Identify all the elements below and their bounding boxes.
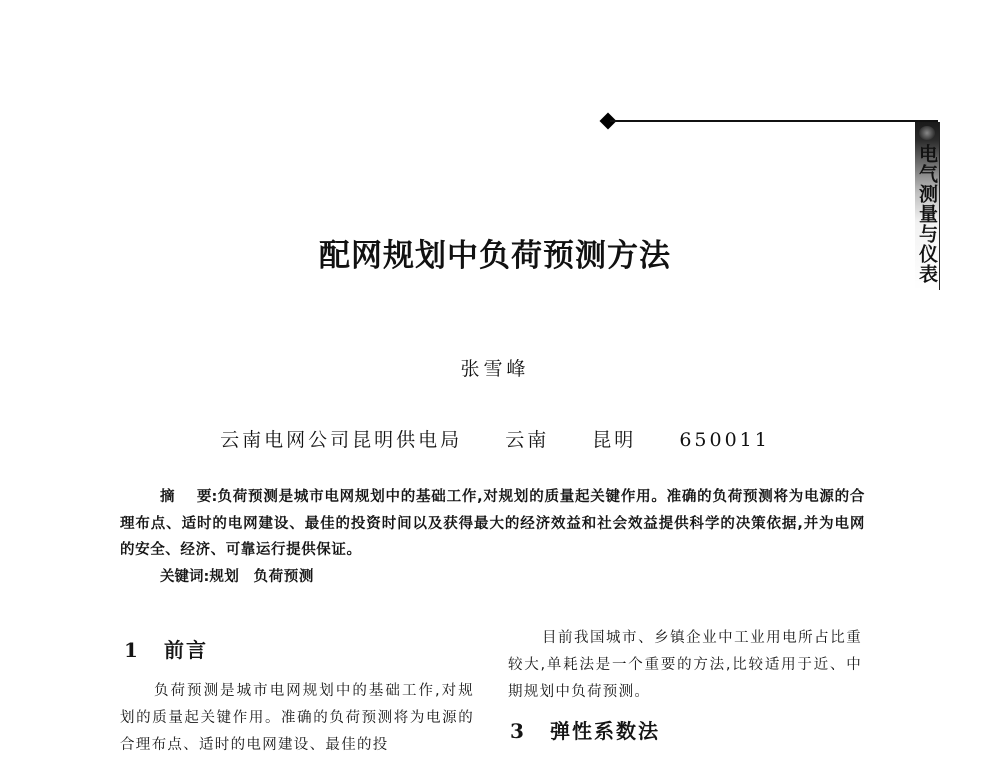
section-heading-introduction (124, 637, 474, 664)
author-affiliation (0, 425, 990, 452)
section-title: 前言 (164, 638, 208, 662)
affiliation-postcode: 650011 (679, 429, 770, 451)
keywords-label: 关键词: (160, 568, 210, 585)
abstract-block (120, 484, 865, 590)
author-name: 张雪峰 (460, 358, 530, 380)
left-column (120, 625, 474, 759)
keyword-item: 负荷预测 (253, 568, 314, 585)
affiliation-organization: 云南电网公司昆明供电局 (220, 429, 463, 451)
section-number: 3 (510, 719, 526, 743)
affiliation-city: 昆明 (592, 429, 637, 451)
right-column (508, 625, 862, 745)
paper-title: 配网规划中负荷预测方法 (319, 238, 671, 274)
abstract-paragraph (120, 484, 865, 564)
keywords-line (120, 564, 865, 591)
keyword-item: 规划 (209, 568, 240, 585)
section-number: 1 (124, 638, 140, 662)
body-paragraph: 目前我国城市、乡镇企业中工业用电所占比重较大,单耗法是一个重要的方法,比较适用于近、中期规划中负荷预测。 (508, 630, 862, 700)
body-paragraph: 负荷预测是城市电网规划中的基础工作,对规划的质量起关键作用。准确的负荷预测将为电源的合理布点、适时的电网建设、最佳的投 (120, 683, 474, 753)
abstract-text: 负荷预测是城市电网规划中的基础工作,对规划的质量起关键作用。准确的负荷预测将为电源的合理布点、适时的电网建设、最佳的投资时间以及获得最大的经济效益和社会效益提供科学的决策依据,并为电网的安全、经济、可靠运行提供保证。 (120, 489, 865, 558)
section-title: 弹性系数法 (550, 719, 660, 743)
abstract-label: 摘 要: (160, 489, 218, 505)
header-rule (610, 120, 938, 122)
journal-logo-icon (919, 126, 935, 140)
section-heading-elasticity (510, 718, 862, 745)
journal-name: 电气测量与仪表 (916, 144, 938, 284)
affiliation-province: 云南 (505, 429, 550, 451)
